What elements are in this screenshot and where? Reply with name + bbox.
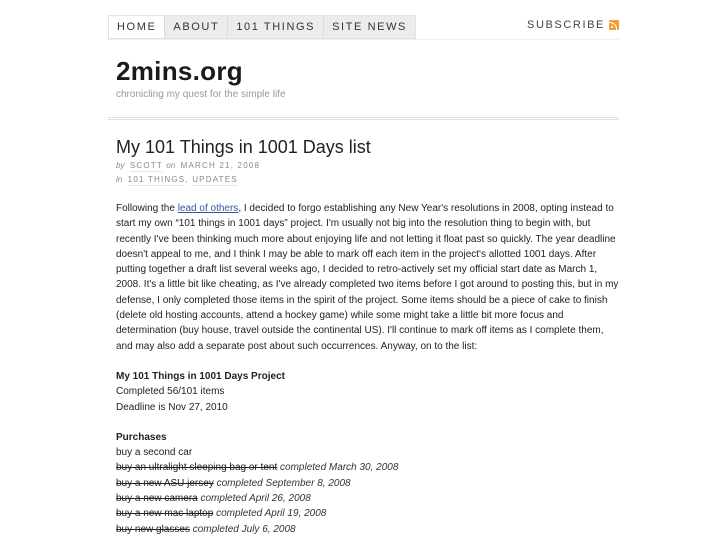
completed-note: completed September 8, 2008: [216, 477, 351, 489]
subscribe-link[interactable]: [527, 19, 619, 31]
nav-home[interactable]: HOME: [109, 16, 164, 38]
list-item: [116, 524, 296, 535]
item-text: buy a new mac laptop: [116, 508, 214, 520]
main-nav: [108, 15, 416, 39]
deadline: Deadline is Nov 27, 2010: [116, 401, 228, 413]
completed-note: completed July 6, 2008: [192, 523, 296, 535]
intro-paragraph: [116, 201, 619, 354]
intro-text-start: Following the: [116, 203, 178, 214]
completed-note: completed April 26, 2008: [200, 493, 311, 505]
list-item: [116, 493, 311, 504]
project-heading: My 101 Things in 1001 Days Project: [116, 370, 285, 382]
purchases-heading: Purchases: [116, 431, 167, 443]
list-item: [116, 508, 326, 519]
post-categories: [116, 175, 238, 184]
item-text: buy a new ASU jersey: [116, 477, 214, 489]
by-label: by: [116, 161, 125, 170]
page-wrapper: [108, 0, 619, 535]
author-link[interactable]: SCOTT: [129, 161, 163, 170]
top-bar: [108, 0, 619, 40]
on-label: on: [166, 161, 176, 170]
completed-note: completed March 30, 2008: [280, 462, 399, 474]
header-divider: [108, 117, 619, 120]
category-link-101-things[interactable]: 101 THINGS: [127, 175, 186, 184]
rss-icon: [609, 20, 619, 30]
item-text: buy new glasses: [116, 523, 190, 535]
intro-text-rest: , I decided to forgo establishing any New Year's resolutions in 2008, opting instead to start my own “101 things in 1001 days” project. I'm usually not big into the resolution thing to begin with, but recently I've been thinking much more about enjoying life and not letting it float past so quickly. The year deadline doesn't appeal to me, and I think I may be able to mark off each item in the project's allotted 1001 days. After putting together a draft list several weeks ago, I decided to retro-actively set my official start date as March 1, 2008. It's a little bit like cheating, as I've already completed two items before I got around to posting this, but in my defense, I only completed those items in the spirit of the project. Some items should be a piece of cake to finish (delete old hosting accounts, attend a hockey game) while some might take a little bit more focus and determination (buy house, travel outside the continental US). I'll continue to mark off items as I complete them, and may also add a separate post about such occurrences. Anyway, on to the list:: [116, 203, 619, 352]
post-byline: [116, 161, 260, 170]
post-date: MARCH 21, 2008: [180, 161, 261, 170]
post-title[interactable]: My 101 Things in 1001 Days list: [116, 137, 371, 157]
category-separator: ,: [185, 175, 189, 184]
list-item: [116, 478, 351, 489]
nav-101-things[interactable]: 101 THINGS: [227, 16, 323, 38]
category-link-updates[interactable]: UPDATES: [192, 175, 238, 184]
list-item: [116, 462, 398, 473]
list-item: buy a second car: [116, 447, 193, 459]
nav-site-news[interactable]: SITE NEWS: [323, 16, 415, 38]
post-body: [116, 201, 619, 537]
site-title[interactable]: 2mins.org: [116, 56, 243, 86]
project-summary: [116, 369, 619, 415]
subscribe-label: SUBSCRIBE: [527, 19, 605, 31]
completed-note: completed April 19, 2008: [216, 508, 327, 520]
purchases-section: [116, 430, 619, 537]
site-tagline: chronicling my quest for the simple life: [116, 89, 286, 100]
lead-of-others-link[interactable]: lead of others: [177, 203, 239, 214]
completed-count: Completed 56/101 items: [116, 386, 225, 398]
in-label: in: [116, 175, 123, 184]
item-text: buy a new camera: [116, 493, 198, 505]
item-text: buy an ultralight sleeping bag or tent: [116, 462, 278, 474]
nav-about[interactable]: ABOUT: [164, 16, 227, 38]
